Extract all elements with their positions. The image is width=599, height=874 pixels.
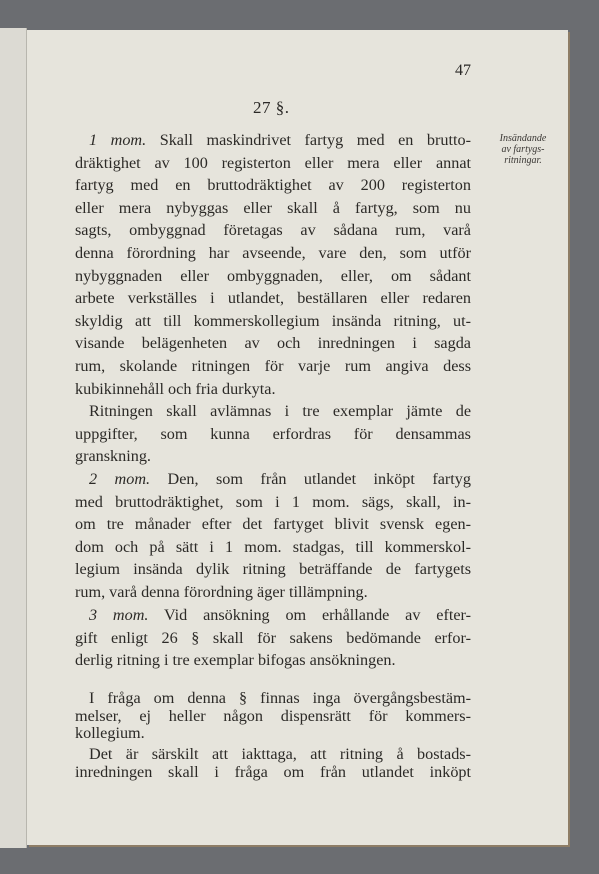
text-line xyxy=(75,536,471,559)
moment-label: 2 mom. xyxy=(89,470,151,488)
paragraph-4-mom xyxy=(75,604,471,672)
facing-page-edge xyxy=(0,28,27,848)
line-text: granskning. xyxy=(75,447,151,466)
line-text: gift enligt 26 § skall för sakens bedömande erfor- xyxy=(75,628,471,647)
line-text: om tre månader efter det fartyget blivit svensk egen- xyxy=(75,515,471,534)
text-line xyxy=(75,355,471,378)
line-text: arbete verkställes i utlandet, beställaren eller redaren xyxy=(75,289,471,308)
text-line xyxy=(75,400,471,423)
text-line xyxy=(75,746,471,764)
paragraph-5 xyxy=(75,690,471,743)
line-text: kubikinnehåll och fria durkyta. xyxy=(75,379,276,398)
text-line xyxy=(75,332,471,355)
line-text: derlig ritning i tre exemplar bifogas ansökningen. xyxy=(75,651,396,670)
text-line xyxy=(75,378,471,401)
text-line xyxy=(75,558,471,581)
text-line xyxy=(75,445,471,468)
line-text: nybyggnaden eller ombyggnaden, eller, om sådant xyxy=(75,266,471,285)
line-text: rum, skolande ritningen för varje rum angiva dess xyxy=(75,356,471,375)
section-title: 27 §. xyxy=(253,98,290,117)
text-line xyxy=(75,129,471,152)
text-line xyxy=(75,581,471,604)
margin-note xyxy=(483,133,563,166)
line-text: Den, som från utlandet inköpt fartyg xyxy=(150,470,471,488)
text-line xyxy=(75,649,471,672)
line-text: uppgifter, som kunna erfordras för densammas xyxy=(75,424,471,443)
line-text: Skall maskindrivet fartyg med en brutto- xyxy=(146,131,471,149)
line-text: fartyg med en bruttodräktighet av 200 registerton xyxy=(75,176,471,195)
text-line xyxy=(75,242,471,265)
line-text: inredningen skall i fråga om från utlandet inköpt xyxy=(75,762,471,781)
line-text: eller mera nybyggas eller skall å fartyg, som nu xyxy=(75,198,471,217)
text-line xyxy=(75,764,471,782)
text-line xyxy=(75,690,471,708)
line-text: visande belägenheten av och inredningen i sagda xyxy=(75,334,471,353)
margin-note-line: av fartygs- xyxy=(501,144,545,155)
line-text: sagts, ombyggnad företagas av sådana rum, varå xyxy=(75,221,471,240)
line-text: I fråga om denna § finnas inga övergångsbestäm- xyxy=(89,689,471,707)
line-text: dräktighet av 100 registerton eller mera eller annat xyxy=(75,153,471,172)
text-line xyxy=(75,265,471,288)
text-line xyxy=(75,219,471,242)
line-text: legium insända dylik ritning beträffande de fartygets xyxy=(75,560,471,579)
moment-label: 1 mom. xyxy=(89,131,147,149)
text-line xyxy=(75,725,471,743)
line-text: dom och på sätt i 1 mom. stadgas, till kommerskol- xyxy=(75,537,471,556)
margin-note-line: Insändande xyxy=(499,133,547,144)
line-text: Det är särskilt att iakttaga, att ritning å bostads- xyxy=(89,745,471,763)
line-text: skyldig att till kommerskollegium insända ritning, ut- xyxy=(75,311,471,330)
paragraph-1-mom xyxy=(75,129,471,400)
paragraph-6 xyxy=(75,746,471,781)
text-line xyxy=(75,423,471,446)
line-text: kollegium. xyxy=(75,724,145,742)
line-text: rum, varå denna förordning äger tillämpning. xyxy=(75,582,368,601)
paragraph-2 xyxy=(75,400,471,468)
text-line xyxy=(75,152,471,175)
text-line xyxy=(75,197,471,220)
moment-label: 3 mom. xyxy=(89,606,149,624)
book-page xyxy=(27,30,568,845)
line-text: melser, ej heller någon dispensrätt för kommers- xyxy=(75,706,471,725)
page-number: 47 xyxy=(455,62,471,79)
line-text: denna förordning har avseende, vare den, som utför xyxy=(75,243,471,262)
text-line xyxy=(75,708,471,726)
text-line xyxy=(75,513,471,536)
text-line xyxy=(75,604,471,627)
text-line xyxy=(75,174,471,197)
paragraph-3-mom xyxy=(75,468,471,604)
text-line xyxy=(75,627,471,650)
line-text: Vid ansökning om erhållande av efter- xyxy=(148,606,471,624)
text-line xyxy=(75,310,471,333)
text-line xyxy=(75,491,471,514)
text-line xyxy=(75,468,471,491)
margin-note-line: ritningar. xyxy=(504,155,542,166)
line-text: med bruttodräktighet, som i 1 mom. sägs, skall, in- xyxy=(75,492,471,511)
line-text: Ritningen skall avlämnas i tre exemplar jämte de xyxy=(89,402,471,420)
text-line xyxy=(75,287,471,310)
